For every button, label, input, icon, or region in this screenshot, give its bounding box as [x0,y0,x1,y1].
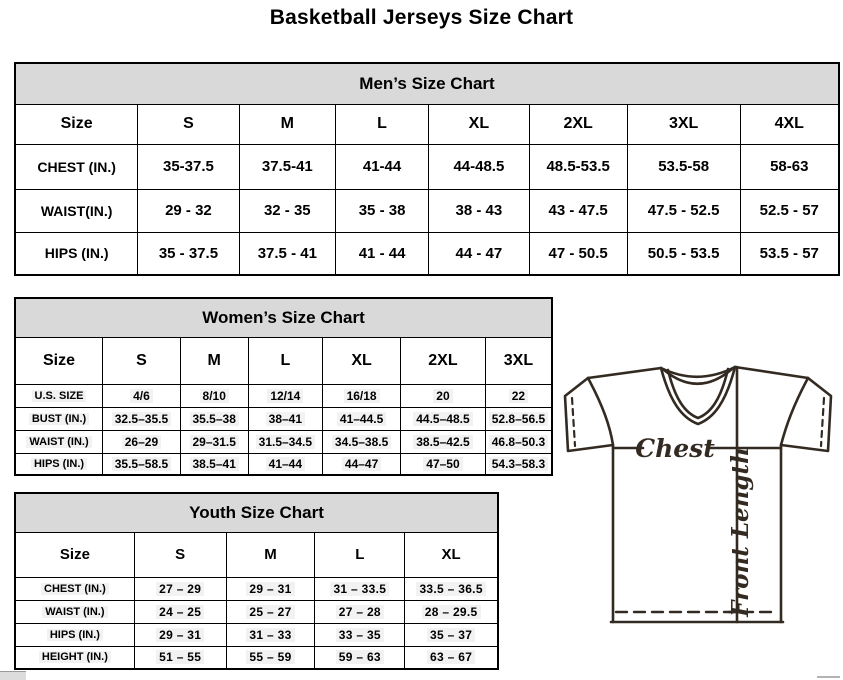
cell-value-text: 31.5–34.5 [256,435,315,449]
column-header: XL [429,104,530,144]
row-label [15,407,103,430]
row-label [15,577,134,600]
cell-value: 29 - 32 [138,189,239,232]
cell-value [180,430,248,453]
cell-value [405,623,498,646]
chest-label: Chest [635,434,715,463]
cell-value [315,577,405,600]
cell-value [226,600,315,623]
womens-size-chart-table [14,297,553,476]
cell-value: 43 - 47.5 [529,189,627,232]
cell-value: 38 - 43 [429,189,530,232]
row-label [15,646,134,669]
cell-value-text: 31 – 33.5 [330,582,389,596]
row-label-text: WAIST (IN.) [26,436,91,448]
cell-value-text: 35.5–38 [190,412,239,426]
cell-value-text: 32.5–35.5 [112,412,171,426]
column-header: L [315,532,405,577]
cell-value: 37.5 - 41 [239,232,335,275]
cell-value-text: 31 – 33 [246,628,294,642]
cell-value: 58-63 [740,144,839,189]
row-label: HIPS (IN.) [15,232,138,275]
jersey-right-shoulder [735,367,808,378]
column-header: 2XL [529,104,627,144]
cell-value [401,453,486,475]
cell-value-text: 26–29 [122,435,161,449]
cell-value-text: 29 – 31 [156,628,204,642]
cell-value-text: 38–41 [266,412,305,426]
jersey-right-sleeve-seam [781,378,808,445]
cell-value [401,430,486,453]
cell-value: 52.5 - 57 [740,189,839,232]
cell-value [323,384,401,407]
cell-value: 50.5 - 53.5 [627,232,740,275]
cell-value-text: 33.5 – 36.5 [416,582,485,596]
column-header: 2XL [401,337,486,384]
cropped-table-fragment-right [817,676,840,678]
cell-value-text: 29 – 31 [246,582,294,596]
cell-value: 37.5-41 [239,144,335,189]
cell-value-text: 63 – 67 [427,650,475,664]
cell-value [226,623,315,646]
cell-value [405,600,498,623]
cell-value [248,384,323,407]
row-label-text: WAIST (IN.) [42,606,107,618]
row-label [15,623,134,646]
cell-value [401,384,486,407]
cell-value: 32 - 35 [239,189,335,232]
cell-value-text: 27 – 29 [156,582,204,596]
cell-value-text: 47–50 [423,457,462,471]
cell-value: 48.5-53.5 [529,144,627,189]
row-label [15,430,103,453]
column-header: Size [15,337,103,384]
cell-value-text: 33 – 35 [336,628,384,642]
row-label [15,600,134,623]
cell-value: 41 - 44 [336,232,429,275]
jersey-measurement-diagram [558,356,840,632]
row-label-text: HEIGHT (IN.) [39,651,111,663]
column-header: S [138,104,239,144]
cell-value [103,407,181,430]
row-label-text: HIPS (IN.) [47,629,103,641]
jersey-left-shoulder [588,368,661,378]
cell-value [323,430,401,453]
column-header: XL [323,337,401,384]
cell-value-text: 12/14 [267,389,303,403]
page-title: Basketball Jerseys Size Chart [269,6,574,29]
cell-value-text: 52.8–56.5 [489,412,548,426]
cell-value [315,600,405,623]
cell-value-text: 34.5–38.5 [332,435,391,449]
column-header: L [248,337,323,384]
column-header: S [103,337,181,384]
cell-value: 47.5 - 52.5 [627,189,740,232]
column-header: L [336,104,429,144]
cell-value [315,623,405,646]
cell-value [485,384,552,407]
table-title: Men’s Size Chart [15,63,839,104]
column-header: 3XL [485,337,552,384]
cell-value-text: 24 – 25 [156,605,204,619]
column-header: XL [405,532,498,577]
row-label-text: U.S. SIZE [32,390,87,402]
cell-value [485,453,552,475]
row-label: WAIST(IN.) [15,189,138,232]
cell-value [405,577,498,600]
column-header: S [134,532,226,577]
column-header: 4XL [740,104,839,144]
cell-value-text: 38.5–41 [190,457,239,471]
column-header: M [226,532,315,577]
cell-value-text: 4/6 [130,389,153,403]
cell-value-text: 59 – 63 [336,650,384,664]
cell-value: 44 - 47 [429,232,530,275]
row-label: CHEST (IN.) [15,144,138,189]
cell-value [134,623,226,646]
cell-value-text: 55 – 59 [246,650,294,664]
cell-value [134,600,226,623]
cell-value [226,577,315,600]
cell-value [248,430,323,453]
column-header: Size [15,532,134,577]
row-label [15,384,103,407]
cell-value [134,646,226,669]
cell-value [248,407,323,430]
cell-value [180,384,248,407]
cell-value-text: 27 – 28 [336,605,384,619]
cell-value [103,430,181,453]
cell-value [134,577,226,600]
jersey-right-cuff-dashed [821,398,824,446]
cell-value [485,407,552,430]
cell-value [103,453,181,475]
cell-value [405,646,498,669]
cell-value [103,384,181,407]
cell-value [248,453,323,475]
cell-value: 35 - 37.5 [138,232,239,275]
cell-value-text: 46.8–50.3 [489,435,548,449]
cell-value: 53.5-58 [627,144,740,189]
cell-value: 53.5 - 57 [740,232,839,275]
cell-value-text: 16/18 [344,389,380,403]
column-header: Size [15,104,138,144]
table-title: Youth Size Chart [15,493,498,532]
column-header: M [239,104,335,144]
cell-value [180,453,248,475]
cell-value [323,453,401,475]
cell-value: 44-48.5 [429,144,530,189]
cell-value-text: 20 [433,389,452,403]
column-header: 3XL [627,104,740,144]
cell-value-text: 44.5–48.5 [413,412,472,426]
cell-value-text: 44–47 [342,457,381,471]
cell-value [180,407,248,430]
mens-size-chart-table [14,62,840,276]
cell-value-text: 41–44.5 [337,412,386,426]
cell-value-text: 41–44 [266,457,305,471]
cell-value-text: 51 – 55 [156,650,204,664]
cell-value-text: 8/10 [200,389,229,403]
column-header: M [180,337,248,384]
cell-value-text: 35.5–58.5 [112,457,171,471]
cell-value-text: 28 – 29.5 [422,605,481,619]
cell-value: 47 - 50.5 [529,232,627,275]
jersey-left-cuff-dashed [572,398,575,446]
cell-value [401,407,486,430]
cell-value: 35 - 38 [336,189,429,232]
row-label-text: HIPS (IN.) [31,458,87,470]
cell-value [323,407,401,430]
row-label-text: CHEST (IN.) [41,583,109,595]
jersey-outline-svg [558,356,840,632]
cell-value-text: 25 – 27 [246,605,294,619]
youth-size-chart-table [14,492,499,670]
cell-value [315,646,405,669]
cell-value-text: 38.5–42.5 [413,435,472,449]
cell-value-text: 22 [509,389,528,403]
row-label [15,453,103,475]
cell-value: 41-44 [336,144,429,189]
cell-value: 35-37.5 [138,144,239,189]
cell-value-text: 35 – 37 [427,628,475,642]
cell-value-text: 54.3–58.3 [489,457,548,471]
jersey-left-sleeve-seam [588,378,613,445]
cell-value [226,646,315,669]
front-length-label: Front Length [727,447,754,617]
table-title: Women’s Size Chart [15,298,552,337]
row-label-text: BUST (IN.) [29,413,89,425]
cell-value-text: 29–31.5 [190,435,239,449]
cell-value [485,430,552,453]
